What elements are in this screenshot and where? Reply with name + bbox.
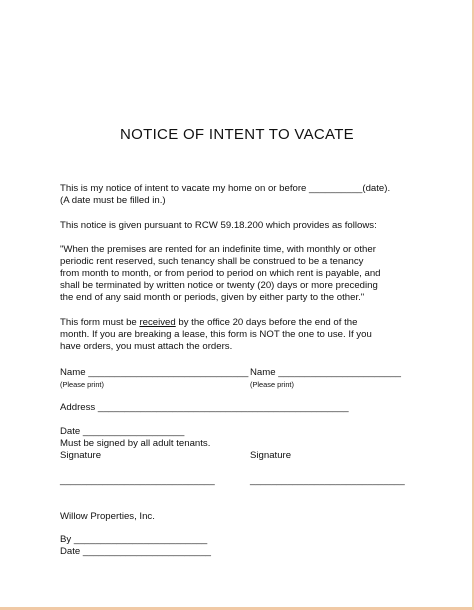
page-title: NOTICE OF INTENT TO VACATE — [120, 126, 354, 143]
signature-label: Signature — [60, 450, 102, 461]
received-emphasis: received — [139, 317, 176, 328]
form-rule-line: This form must be received by the office 20 days before the end of the — [60, 317, 358, 328]
address-field[interactable]: Address _______________________________________________ — [60, 402, 349, 413]
date-instruction: (A date must be filled in.) — [60, 195, 166, 206]
date-field[interactable]: Date ___________________ — [60, 426, 185, 437]
tenant-name-field-1[interactable]: Name ______________________________ — [60, 367, 249, 378]
notice-date-line: This is my notice of intent to vacate my home on or before __________(date). — [60, 183, 391, 194]
quote-line: periodic rent reserved, such tenancy shall be construed to be a tenancy — [60, 256, 364, 267]
quote-line: shall be terminated by written notice or twenty (20) days or more preceding — [60, 280, 378, 291]
office-by-field[interactable]: By _________________________ — [60, 534, 208, 545]
signature-requirement: Must be signed by all adult tenants. — [60, 438, 211, 449]
signature-line-2[interactable]: _____________________________ — [250, 475, 405, 486]
tenant-name-field-2[interactable]: Name _______________________ — [250, 367, 401, 378]
office-date-field[interactable]: Date ________________________ — [60, 546, 211, 557]
rcw-reference: This notice is given pursuant to RCW 59.18.200 which provides as follows: — [60, 220, 377, 231]
please-print-note: (Please print) — [60, 380, 104, 389]
quote-line: the end of any said month or periods, given by either party to the other." — [60, 292, 365, 303]
quote-line: "When the premises are rented for an indefinite time, with monthly or other — [60, 244, 376, 255]
form-rule-line: month. If you are breaking a lease, this form is NOT the one to use. If you — [60, 329, 372, 340]
company-name: Willow Properties, Inc. — [60, 511, 155, 522]
please-print-note: (Please print) — [250, 380, 294, 389]
signature-line-1[interactable]: _____________________________ — [60, 475, 215, 486]
form-rule-line: have orders, you must attach the orders. — [60, 341, 233, 352]
quote-line: from month to month, or from period to period on which rent is payable, and — [60, 268, 381, 279]
signature-label: Signature — [250, 450, 292, 461]
